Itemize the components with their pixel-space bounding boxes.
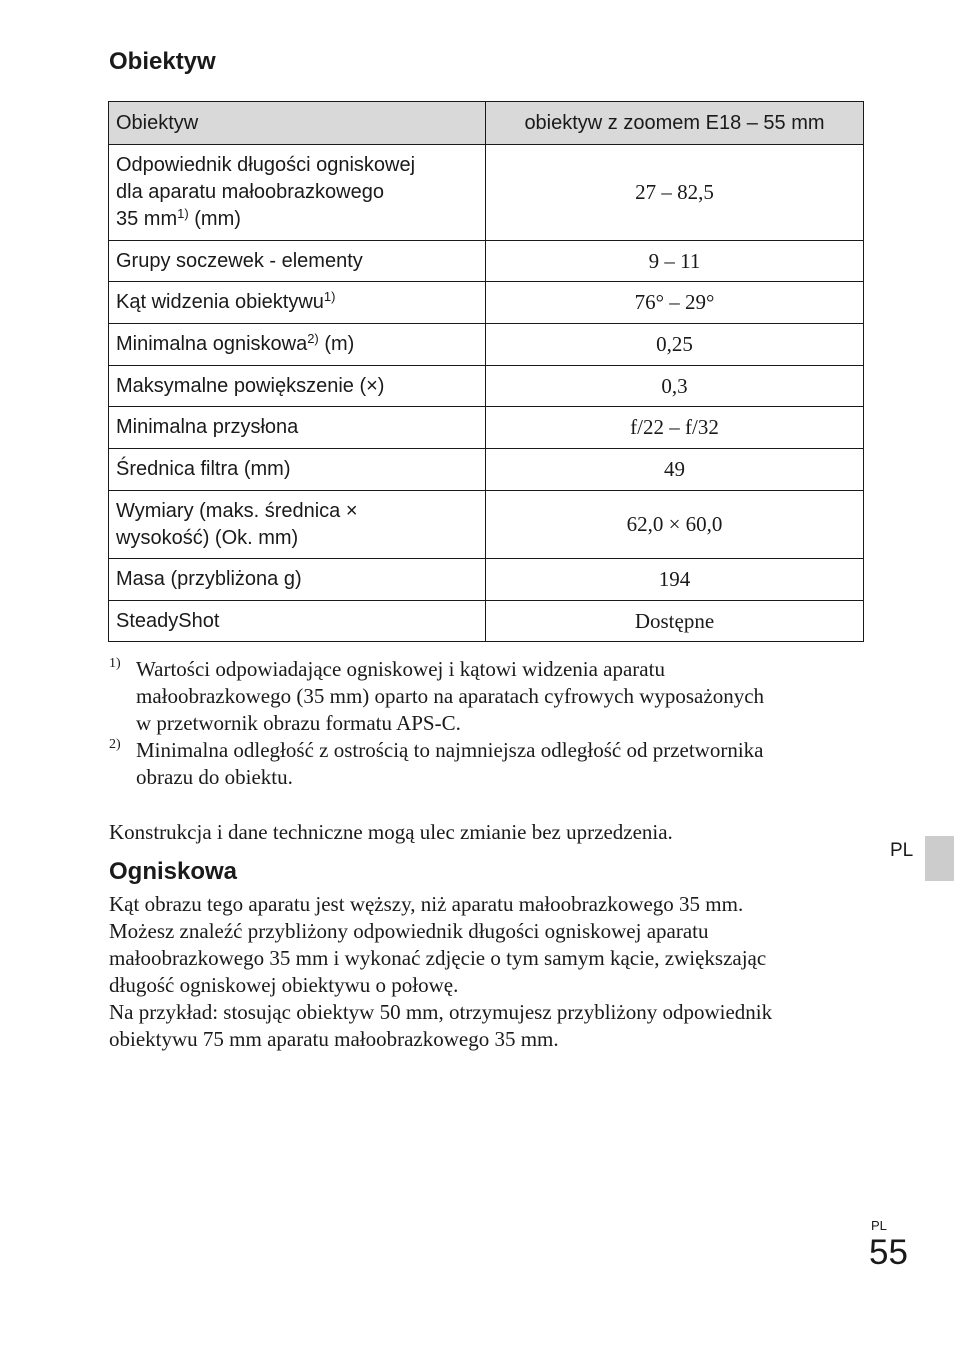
lens-spec-table [108,101,864,642]
language-tab-marker [925,836,954,881]
paragraph-line: Kąt obrazu tego aparatu jest węższy, niż aparatu małoobrazkowego 35 mm. [109,892,744,916]
paragraph-line: Możesz znaleźć przybliżony odpowiednik długości ogniskowej aparatu [109,919,709,943]
footnote-ref: 1) [177,206,189,221]
focal-length-paragraph [109,891,869,1053]
footnote-line: Minimalna odległość z ostrością to najmniejsza odległość od przetwornika [136,738,764,762]
row-value: 76° – 29° [486,282,864,324]
row-label: Średnica filtra (mm) [109,449,486,491]
footnote-line: małoobrazkowego (35 mm) oparto na aparatach cyfrowych wyposażonych [136,684,765,708]
page-number: 55 [869,1233,908,1272]
footnote-line: Wartości odpowiadające ogniskowej i kątowi widzenia aparatu [136,657,665,681]
row-label: Masa (przybliżona g) [109,559,486,601]
row-label-line1: Wymiary (maks. średnica × [116,499,358,522]
row-value: 27 – 82,5 [486,145,864,241]
row-value: Dostępne [486,601,864,642]
table-row [109,601,864,642]
row-value: 0,3 [486,366,864,407]
row-value: 9 – 11 [486,241,864,282]
table-row [109,366,864,407]
footnote-1 [109,656,869,737]
row-label-unit: (mm) [188,208,241,230]
footnote-mark: 2) [109,737,121,752]
row-label [109,282,486,324]
table-row [109,241,864,282]
row-value: 0,25 [486,324,864,366]
footnote-ref: 2) [307,331,319,346]
language-tab-label: PL [890,840,914,861]
row-label: SteadyShot [109,601,486,642]
footnote-mark: 1) [109,656,121,671]
paragraph-line: małoobrazkowego 35 mm i wykonać zdjęcie o tym samym kącie, zwiększając [109,946,767,970]
section-title-ogniskowa: Ogniskowa [109,858,238,885]
table-row [109,145,864,241]
row-label-text: Kąt widzenia obiektywu [116,291,324,313]
footnote-2 [109,737,869,791]
footnote-line: obrazu do obiektu. [136,765,293,789]
paragraph-line: długość ogniskowej obiektywu o połowę. [109,973,459,997]
row-label [109,324,486,366]
header-label: Obiektyw [109,102,486,145]
row-value: 62,0 × 60,0 [486,491,864,559]
section-title-obiektyw: Obiektyw [109,48,216,75]
row-label-line3: 35 mm [116,208,178,230]
row-label-text: Minimalna ogniskowa [116,333,308,355]
table-row [109,559,864,601]
table-row [109,282,864,324]
footnote-line: w przetwornik obrazu formatu APS-C. [136,711,461,735]
row-label [109,145,486,241]
row-label [109,491,486,559]
footer-language: PL [871,1218,887,1233]
row-label-unit: (m) [318,333,355,355]
table-row [109,324,864,366]
table-row [109,407,864,449]
row-label: Maksymalne powiększenie (×) [109,366,486,407]
table-row [109,491,864,559]
row-value: 194 [486,559,864,601]
row-label: Grupy soczewek - elementy [109,241,486,282]
row-label: Minimalna przysłona [109,407,486,449]
row-label-line1: Odpowiednik długości ogniskowej [116,154,416,176]
row-value: 49 [486,449,864,491]
row-value: f/22 – f/32 [486,407,864,449]
footnote-ref: 1) [323,289,336,304]
table-header-row [109,102,864,145]
paragraph-line: Na przykład: stosując obiektyw 50 mm, otrzymujesz przybliżony odpowiednik [109,1000,773,1024]
row-label-line2: dla aparatu małoobrazkowego [116,181,384,203]
paragraph-line: obiektywu 75 mm aparatu małoobrazkowego 35 mm. [109,1027,559,1051]
table-row [109,449,864,491]
spec-change-note: Konstrukcja i dane techniczne mogą ulec zmianie bez uprzedzenia. [109,820,673,844]
row-label-line2: wysokość) (Ok. mm) [116,526,299,549]
header-value: obiektyw z zoomem E18 – 55 mm [486,102,864,145]
